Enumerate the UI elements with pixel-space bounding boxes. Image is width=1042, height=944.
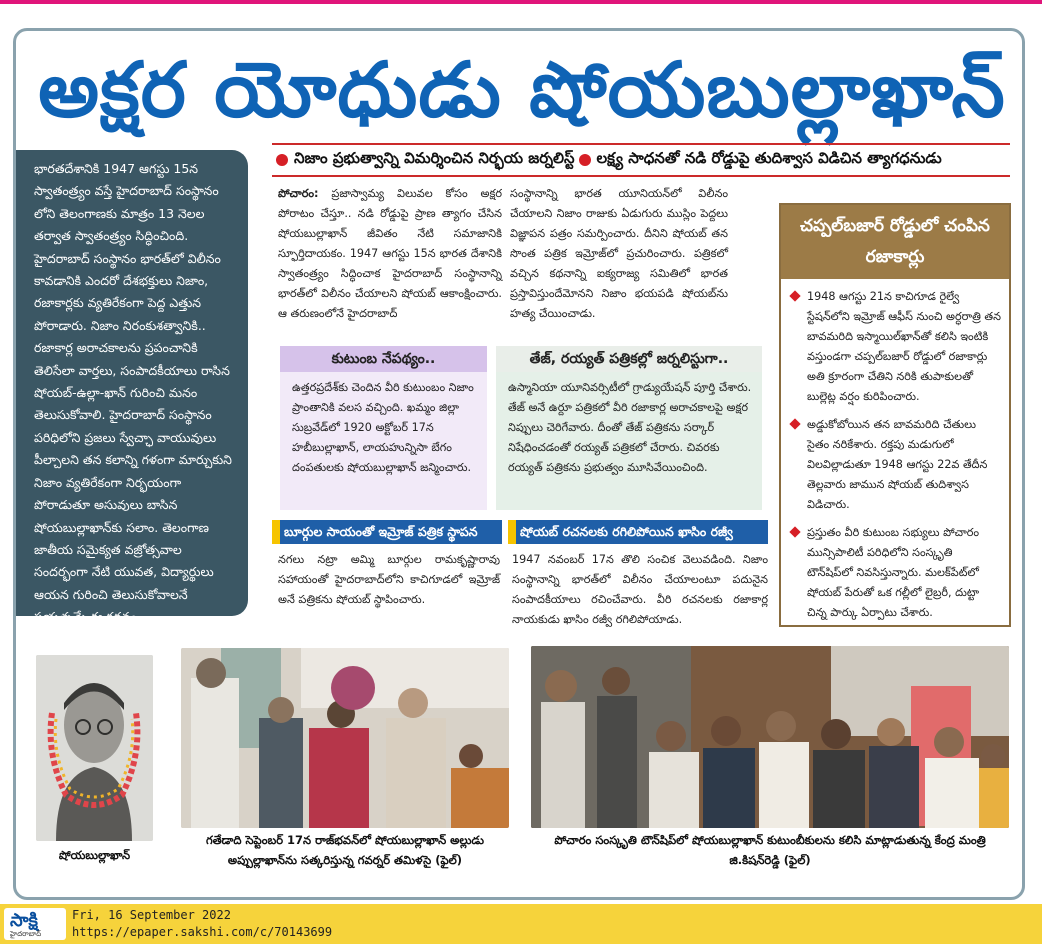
headline: అక్షర యోధుడు షోయబుల్లాఖాన్ [38,45,1006,134]
deck-left-text: నిజాం ప్రభుత్వాన్ని విమర్శించిన నిర్భయ జర్నలిస్ట్ [294,149,575,167]
edition-label: హైదరాబాద్ [10,930,42,938]
dateline: పోచారం: [278,187,319,200]
minister-illustration [531,646,1009,828]
journalism-box [496,346,762,510]
writings-title: షోయబ్ రచనలకు రగిలిపోయిన ఖాసిం రజ్వీ [508,520,768,544]
sidebar-box [779,203,1011,627]
imroz-body: నగలు నట్రా అమ్మి బూర్గుల రామకృష్ణారావు సహాయంతో హైదరాబాద్‌లోని కాచిగూడలో ఇమ్రోజ్ అనే పత్రికను షోయబ్ స్థాపించారు. [278,553,500,606]
portrait-photo [36,655,153,841]
subheading-deck [272,143,1010,177]
governor-caption: గతేడాది సెప్టెంబర్ 17న రాజ్‌భవన్‌లో షోయబుల్లాఖాన్ అల్లుడు అప్పుల్లాఖాన్‌ను సత్కరిస్తున్న గవర్నర్ తమిళసై (ఫైల్) [205,833,484,867]
top-accent-bar [0,0,1042,4]
sidebar-title: చప్పల్‌బజార్ రోడ్డులో చంపిన రజాకార్లు [781,205,1009,279]
sidebar-bullet: ప్రస్తుతం వీరి కుటుంబ సభ్యులు పోచారం మున్సిపాలిటీ పరిధిలోని సంస్కృతి టౌన్‌షిప్‌లో నివసిస్తున్నారు. మలక్‌పేట్‌లో షోయబ్ పేరుతో ఒక గల్లీలో లైబ్రరీ, దుట్టా చిన్న పార్కు ఏర్పాటు చేశారు. [785,523,1001,623]
story-column-2: సంస్థానాన్ని భారత యూనియన్‌లో విలీనం చేయాలని నిజాం రాజుకు ఏడుగురు ముస్లిం పెద్దలు విజ్ఞాపన పత్రం సమర్పించారు. దీనిని షోయబ్ తన సొంత పత్రిక ఇమ్రోజ్‌లో ప్రచురించారు. పత్రికలో వచ్చిన కథనాన్ని ఐక్యరాజ్య సమితిలో భారత ప్రస్తావిస్తుందేమోనని నిజాం భయపడి షోయబ్‌ను హత్య చేయించాడు. [510,187,728,320]
family-title: కుటుంబ నేపథ్యం.. [280,346,487,372]
portrait-caption: షోయబుల్లాఖాన్ [58,848,131,862]
journalism-body: ఉస్మానియా యూనివర్సిటీలో గ్రాడ్యుయేషన్ పూర్తి చేశారు. తేజ్ అనే ఉర్దూ పత్రికలో వీరి రజాకార్ల అరాచకాలపై అక్షర నిప్పులు చెరిగేవారు. దీంతో తేజ్ పత్రికను సర్కార్ నిషేధించడంతో రయ్యత్ పత్రికలో చేరారు. చివరకు రయ్యత్ పత్రికను ప్రభుత్వం మూసివేయించింది. [508,381,752,474]
minister-photo [531,646,1009,828]
deck-left [272,149,575,171]
family-body: ఉత్తరప్రదేశ్‌కు చెందిన వీరి కుటుంబం నిజాం ప్రాంతానికి వలస వచ్చింది. ఖమ్మం జిల్లా సుబ్రవేడ్‌లో 1920 అక్టోబర్ 17న హబీబుల్లాఖాన్, లాయహున్నిసా బేగం దంపతులకు షోయబుల్లాఖాన్ జన్మించారు. [292,381,474,474]
footer-bar [0,904,1042,944]
sidebar-bullet: 1948 ఆగస్టు 21న కాచిగూడ రైల్వే స్టేషన్‌లోని ఇమ్రోజ్ ఆఫీస్ నుంచి అర్ధరాత్రి తన బావమరిది ఇస్మాయిల్‌ఖాన్‌తో కలిసి ఇంటికి వస్తుండగా చప్పల్‌బజార్ రోడ్డులో రజాకార్లు అతి క్రూరంగా చేతిని నరికి తుపాకులతో బుల్లెట్ల వర్షం కురిపించారు. [785,287,1001,407]
footer-date: Fri, 16 September 2022 [72,908,231,922]
deck-right-text: లక్ష్య సాధనతో నడి రోడ్డుపై తుదిశ్వాస విడిచిన త్యాగధనుడు [596,149,942,167]
logo-text: సాక్షి [10,910,38,931]
family-box [280,346,487,510]
footer-url[interactable]: https://epaper.sakshi.com/c/70143699 [72,925,333,939]
intro-panel: భారతదేశానికి 1947 ఆగస్టు 15న స్వాతంత్ర్యం వస్తే హైదరాబాద్ సంస్థానం లోని తెలంగాణకు మాత్రం 13 నెలల తర్వాత స్వాతంత్ర్యం సిద్ధించింది. హైదరాబాద్ సంస్థానం భారత్‌లో విలీనం కావడానికి ఎందరో దేశభక్తులు నిజాం, రజాకార్లకు వ్యతిరేకంగా పెద్ద ఎత్తున పోరాడారు. నిజాం నిరంకుశత్వానికి.. రజాకార్ల అరాచకాలను ప్రపంచానికి తెలిసేలా వార్తలు, సంపాదకీయాలు రాసిన షోయబ్-ఉల్లా-ఖాన్ గురించి మనం తెలుసుకోవాలి. హైదరాబాద్ సంస్థానం పరిధిలోని ప్రజలు స్వేచ్ఛా వాయువులు పీల్చాలని తన కలాన్ని గళంగా మార్చుకుని నిజాం వ్యతిరేకంగా నిర్భయంగా పోరాడుతూ అసువులు బాసిన షోయబుల్లాఖాన్‌కు సలాం. తెలంగాణ జాతీయ సమైక్యత వజ్రోత్సవాల సందర్భంగా నేటి యువత, విద్యార్థులు ఆయన గురించి తెలుసుకోవాలనే ప్రయత్నమే ఈ కథనం. [16,150,248,616]
imroz-title: బూర్గుల సాయంతో ఇమ్రోజ్ పత్రిక స్థాపన [272,520,502,544]
governor-photo [181,648,509,828]
minister-caption: పోచారం సంస్కృతి టౌన్‌షిప్‌లో షోయబుల్లాఖాన్ కుటుంబీకులను కలిసి మాట్లాడుతున్న కేంద్ర మంత్రి జి.కిషన్‌రెడ్డి (ఫైల్) [554,833,986,867]
red-dot-icon [579,154,591,166]
sidebar-bullet: అడ్డుకోబోయిన తన బావమరిది చేతులు సైతం నరికేశారు. రక్తపు మడుగులో విలవిల్లాడుతూ 1948 ఆగస్టు 22వ తేదీన తెల్లవారు జామున షోయబ్ తుదిశ్వాస విడిచారు. [785,415,1001,515]
story-col1-text: ప్రజాస్వామ్య విలువల కోసం అక్షర పోరాటం చేస్తూ.. నడి రోడ్డుపై ప్రాణ త్యాగం చేసిన షోయబుల్లాఖాన్ జీవితం నేటి సమాజానికి స్ఫూర్తిదాయకం. 1947 ఆగస్టు 15న భారత దేశానికి స్వాతంత్ర్యం సిద్ధించాక హైదరాబాద్ సంస్థానాన్ని భారత్‌లో విలీనం చేయాలని షోయబ్ ఆకాంక్షించారు. ఆ తరుణంలోనే హైదరాబాద్ [278,187,502,320]
red-dot-icon [276,154,288,166]
sakshi-logo [4,908,66,940]
writings-body: 1947 నవంబర్ 17న తొలి సంచిక వెలువడింది. నిజాం సంస్థానాన్ని భారత్‌లో విలీనం చేయాలంటూ పదునైన సంపాదకీయాలు రచించేవారు. వీరి రచనలకు రజాకార్ల నాయకుడు ఖాసిం రజ్వీ రగిలిపోయాడు. [512,553,768,626]
deck-right [575,149,942,171]
journalism-title: తేజ్, రయ్యత్ పత్రికల్లో జర్నలిస్టుగా.. [496,346,762,372]
governor-illustration [181,648,509,828]
story-column-1 [278,184,502,324]
portrait-illustration [36,655,153,841]
